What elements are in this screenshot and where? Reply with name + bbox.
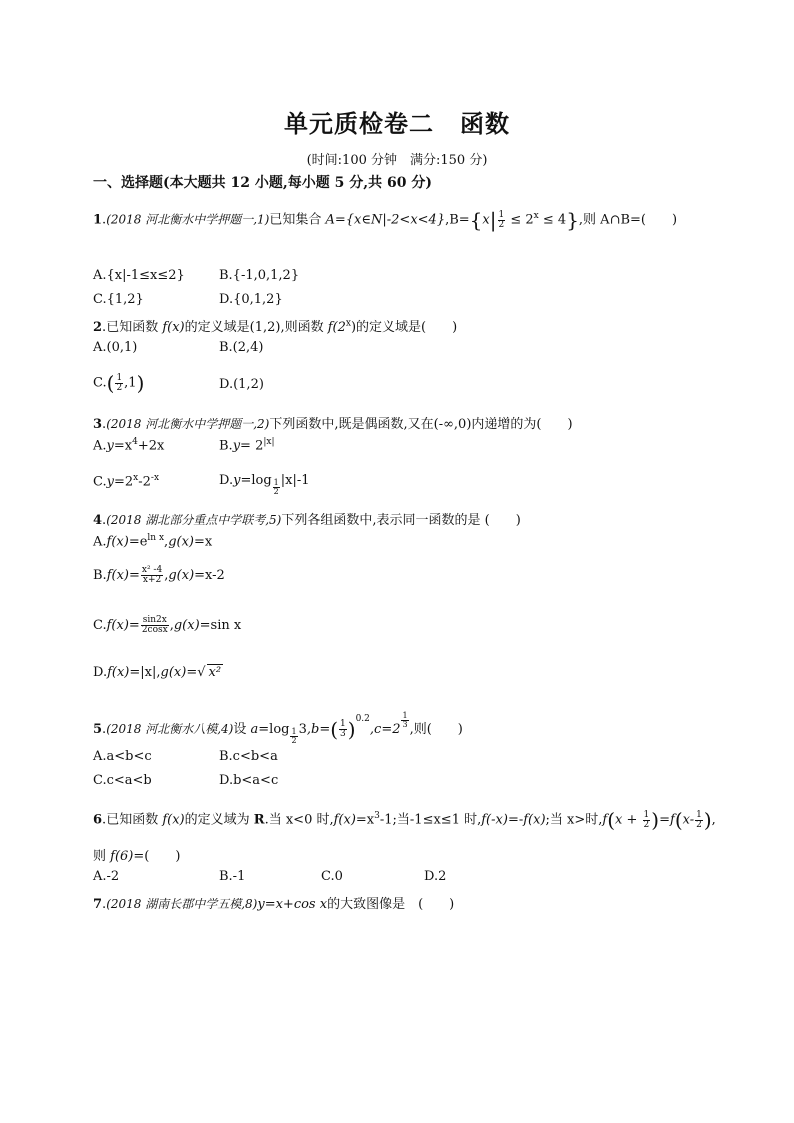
q6-option-b: B.-1 bbox=[219, 869, 246, 884]
expr: x- bbox=[682, 812, 695, 828]
paren-open: ( bbox=[674, 808, 683, 832]
sqrt-radicand: x² bbox=[208, 665, 222, 680]
paren-close: ) bbox=[136, 371, 145, 395]
log-base-fraction bbox=[273, 479, 280, 496]
paren-open: ( bbox=[607, 808, 616, 832]
question-source: (2018 湖南长郡中学五模,8) bbox=[106, 897, 258, 911]
denominator: 3 bbox=[402, 720, 408, 729]
log-base-fraction bbox=[290, 728, 297, 745]
function-g: g(x) bbox=[168, 568, 195, 583]
fraction bbox=[643, 811, 651, 830]
exponent: |x| bbox=[263, 437, 275, 447]
function-f: f(x) bbox=[106, 534, 129, 550]
q3-option-a bbox=[93, 437, 164, 453]
question-text: 下列各组函数中,表示同一函数的是 ( ) bbox=[281, 513, 521, 528]
numerator: 1 bbox=[498, 209, 505, 220]
fraction bbox=[115, 374, 123, 393]
question-6-line-2 bbox=[93, 845, 180, 864]
denominator: x+2 bbox=[142, 575, 162, 585]
question-text: ;当 x> bbox=[545, 812, 586, 828]
question-number: 3 bbox=[93, 417, 103, 432]
denominator: 2 bbox=[291, 736, 297, 745]
function-f: f(x) bbox=[106, 618, 129, 633]
numerator: 1 bbox=[291, 727, 297, 736]
log-text: =lo bbox=[258, 722, 282, 737]
exponent: x bbox=[533, 211, 539, 222]
equals: = bbox=[186, 665, 198, 680]
numerator: sin2x bbox=[142, 615, 167, 625]
var-y: y bbox=[106, 474, 114, 490]
var-b: ,b= bbox=[306, 722, 331, 737]
q5-option-b: B.c<b<a bbox=[219, 749, 278, 764]
question-number: 1 bbox=[93, 212, 103, 228]
title-main: 单元质检卷二 bbox=[284, 110, 434, 138]
question-text: 已知函数 bbox=[106, 320, 163, 335]
paren-open: ( bbox=[106, 371, 115, 395]
option-text: =|x|, bbox=[129, 665, 161, 680]
q6-option-a: A.-2 bbox=[93, 869, 120, 884]
function-f: f(x) bbox=[162, 320, 185, 335]
brace-close: } bbox=[566, 208, 579, 232]
exponent: 4 bbox=[132, 437, 138, 447]
question-tail: )的定义域是( ) bbox=[350, 320, 458, 335]
function-f: f(-x) bbox=[481, 812, 508, 828]
question-1: 1.(2018 河北衡水中学押题一,1)已知集合 A={x∈N|-2<x<4},B={x| $\frac{1}{2}$ ≤ $2^x \le 4$},则 A∩B=( ) bbox=[93, 208, 678, 232]
equals: = bbox=[128, 618, 140, 633]
var-c: ,c=2 bbox=[369, 722, 401, 737]
function-g: g(x) bbox=[160, 665, 187, 680]
option-text: =2 bbox=[113, 474, 134, 490]
exponent: x bbox=[345, 318, 351, 329]
set-b-prefix: ,B= bbox=[445, 212, 470, 228]
function-f: f(x) bbox=[106, 568, 129, 583]
option-text: ,1 bbox=[124, 375, 137, 391]
question-4: 4.(2018 湖北部分重点中学联考,5)下列各组函数中,表示同一函数的是 ( ) bbox=[93, 513, 521, 528]
question-text: 已知集合 bbox=[269, 212, 326, 228]
function-f2x: f(2 bbox=[327, 320, 346, 335]
denominator: 2 bbox=[643, 819, 650, 830]
question-number: 2 bbox=[93, 320, 103, 335]
question-text: 则 bbox=[93, 849, 111, 864]
q5-option-d: D.b<a<c bbox=[219, 773, 279, 788]
denominator: 2cosx bbox=[141, 625, 168, 635]
q3-option-d bbox=[219, 473, 310, 496]
denominator: 2 bbox=[696, 819, 702, 830]
function-f: f bbox=[602, 812, 608, 828]
option-label: A. bbox=[93, 534, 107, 550]
question-text: 时, bbox=[585, 812, 603, 828]
q3-option-b bbox=[219, 437, 274, 453]
denominator: 2 bbox=[498, 219, 505, 230]
question-number: 7 bbox=[93, 897, 103, 912]
equals: = bbox=[659, 812, 670, 828]
exam-meta: (时间:100 分钟 满分:150 分) bbox=[306, 153, 488, 168]
function-f: f(x) bbox=[523, 812, 546, 828]
option-text: = 2 bbox=[240, 438, 264, 454]
numerator: 1 bbox=[340, 719, 346, 729]
option-label: B. bbox=[93, 568, 107, 583]
denominator: 2 bbox=[116, 382, 123, 393]
option-label: B. bbox=[219, 438, 233, 454]
q2-option-a: A.(0,1) bbox=[93, 340, 138, 355]
option-text: +2x bbox=[137, 438, 165, 454]
option-label: A. bbox=[93, 438, 107, 454]
function-expr: y=x+cos x bbox=[257, 897, 328, 912]
question-text: 的定义域是(1,2),则函数 bbox=[184, 320, 328, 335]
question-text: .当 x<0 时, bbox=[264, 812, 334, 828]
fraction bbox=[141, 616, 169, 635]
set-b-var: x bbox=[482, 212, 490, 228]
equals: = bbox=[128, 568, 140, 583]
function-f: f(x) bbox=[333, 812, 356, 828]
bar: | bbox=[489, 208, 497, 232]
question-number: 4 bbox=[93, 513, 103, 528]
option-label: C. bbox=[93, 375, 107, 391]
sqrt-symbol: √ bbox=[197, 665, 206, 680]
numerator: 1 bbox=[273, 478, 279, 487]
fraction bbox=[141, 566, 163, 585]
function-f: f(x) bbox=[107, 665, 130, 680]
q4-option-d bbox=[93, 665, 223, 680]
q5-option-c: C.c<a<b bbox=[93, 773, 152, 788]
question-source: (2018 河北衡水中学押题一,1) bbox=[106, 212, 270, 227]
question-3: 3.(2018 河北衡水中学押题一,2)下列函数中,既是偶函数,又在(-∞,0)内递增的为( ) bbox=[93, 417, 573, 432]
option-text: =x bbox=[193, 534, 213, 550]
var-a: a bbox=[250, 722, 259, 737]
exponent: 3 bbox=[374, 811, 380, 822]
option-label: C. bbox=[93, 618, 107, 633]
function-f: f(x) bbox=[162, 812, 185, 828]
question-7: 7.(2018 湖南长郡中学五模,8)y=x+cos x的大致图像是 ( ) bbox=[93, 897, 455, 912]
fraction bbox=[695, 811, 703, 830]
question-number: 5 bbox=[93, 722, 103, 737]
numerator: 1 bbox=[696, 809, 702, 820]
section-heading: 一、选择题(本大题共 12 小题,每小题 5 分,共 60 分) bbox=[93, 175, 432, 191]
function-f: f(6) bbox=[110, 849, 134, 864]
numerator: x² -4 bbox=[141, 565, 163, 575]
question-number: 6 bbox=[93, 812, 103, 828]
numerator: 1 bbox=[402, 711, 408, 720]
question-tail: ,则( ) bbox=[409, 722, 463, 737]
question-source: (2018 河北衡水中学押题一,2) bbox=[106, 417, 270, 431]
set-a: A={x∈N|-2<x<4} bbox=[325, 212, 446, 228]
q2-option-c bbox=[93, 371, 144, 395]
var-y: y bbox=[232, 438, 241, 454]
q4-option-a bbox=[93, 533, 212, 549]
option-text: |x|-1 bbox=[280, 473, 310, 488]
question-2: 2.已知函数 f(x)的定义域是(1,2),则函数 f(2$^x$)的定义域是( ) bbox=[93, 318, 458, 335]
var-y: y bbox=[106, 438, 114, 454]
exponent-fraction bbox=[401, 712, 408, 729]
var-y: y bbox=[233, 473, 241, 488]
log-argument: 3 bbox=[298, 722, 307, 737]
q2-option-d: D.(1,2) bbox=[219, 377, 264, 392]
question-source: (2018 湖北部分重点中学联考,5) bbox=[106, 513, 282, 527]
q5-option-a: A.a<b<c bbox=[93, 749, 152, 764]
log-text: g bbox=[281, 722, 290, 737]
separator: , bbox=[164, 534, 169, 550]
question-text: =x bbox=[355, 812, 375, 828]
title-sub: 函数 bbox=[460, 110, 510, 138]
q2-option-b: B.(2,4) bbox=[219, 340, 264, 355]
option-text: -2 bbox=[138, 474, 151, 490]
expr: x + bbox=[615, 812, 642, 828]
q4-option-b bbox=[93, 566, 225, 585]
exponent: 0.2 bbox=[355, 714, 370, 724]
q6-option-d: D.2 bbox=[424, 869, 447, 884]
q1-option-c: C.{1,2} bbox=[93, 292, 144, 307]
question-tail: ,则 A∩B=( ) bbox=[578, 212, 678, 228]
log-symbol: =log bbox=[240, 473, 272, 488]
question-5: 5.(2018 河北衡水八模,4)设 a=log $\frac{1}{2}$ 3,b=( $\frac{1}{3}$ )$^{0.2}$,c=2 $\frac{1}{3}$ ,则( ) bbox=[93, 711, 463, 745]
option-text: =e bbox=[128, 534, 148, 550]
denominator: 3 bbox=[340, 729, 346, 739]
q1-option-b: B.{-1,0,1,2} bbox=[219, 268, 300, 283]
question-text: 的大致图像是 ( ) bbox=[327, 897, 455, 912]
question-tail: , bbox=[711, 812, 716, 828]
function-f: f bbox=[670, 812, 675, 828]
q1-option-a: A.{x|-1≤x≤2} bbox=[93, 268, 185, 283]
real-numbers: R bbox=[253, 812, 265, 828]
paren-close: ) bbox=[703, 808, 712, 832]
option-label: C. bbox=[93, 474, 107, 490]
separator: , bbox=[169, 618, 174, 633]
q3-option-c bbox=[93, 473, 159, 489]
set-b-rest: ≤ 2 bbox=[506, 212, 534, 228]
fraction bbox=[339, 720, 347, 739]
denominator: 2 bbox=[273, 487, 279, 496]
question-text: 已知函数 bbox=[106, 812, 163, 828]
paren-open: ( bbox=[330, 717, 339, 742]
option-label: D. bbox=[219, 473, 234, 488]
numerator: 1 bbox=[116, 372, 123, 383]
option-label: D. bbox=[93, 665, 108, 680]
paren-close: ) bbox=[347, 717, 356, 742]
exponent: x bbox=[133, 473, 139, 483]
exponent: ln x bbox=[147, 533, 165, 543]
question-6: 6.已知函数 f(x)的定义域为 R.当 x<0 时$,f(x)=x^3-1$;当-1≤x≤1 时,f(-x)=-f(x);当 x>时,f(x + $\frac{1}{2}$ )=f(x- $\frac{1}{2}$ ), bbox=[93, 808, 716, 832]
separator: , bbox=[164, 568, 169, 583]
q1-option-d: D.{0,1,2} bbox=[219, 292, 283, 307]
option-text: =x-2 bbox=[194, 568, 225, 583]
set-b-tail: ≤ 4 bbox=[538, 212, 567, 228]
numerator: 1 bbox=[643, 809, 650, 820]
brace-open: { bbox=[469, 208, 483, 232]
q6-option-c: C.0 bbox=[321, 869, 343, 884]
function-g: g(x) bbox=[168, 534, 194, 550]
option-text: =sin x bbox=[199, 618, 242, 633]
paren-close: ) bbox=[651, 808, 660, 832]
question-source: (2018 河北衡水八模,4) bbox=[106, 722, 234, 736]
question-tail: =( ) bbox=[133, 849, 181, 864]
question-text: 下列函数中,既是偶函数,又在(-∞,0)内递增的为( ) bbox=[269, 417, 573, 432]
function-g: g(x) bbox=[173, 618, 200, 633]
q4-option-c bbox=[93, 616, 241, 635]
option-text: =x bbox=[113, 438, 133, 454]
fraction bbox=[498, 211, 506, 230]
question-text: -1;当-1≤x≤1 时, bbox=[379, 812, 482, 828]
question-text: =- bbox=[507, 812, 524, 828]
exponent: -x bbox=[150, 473, 160, 483]
page-title bbox=[0, 104, 794, 139]
question-text: 的定义域为 bbox=[184, 812, 254, 828]
question-text: 设 bbox=[233, 722, 251, 737]
